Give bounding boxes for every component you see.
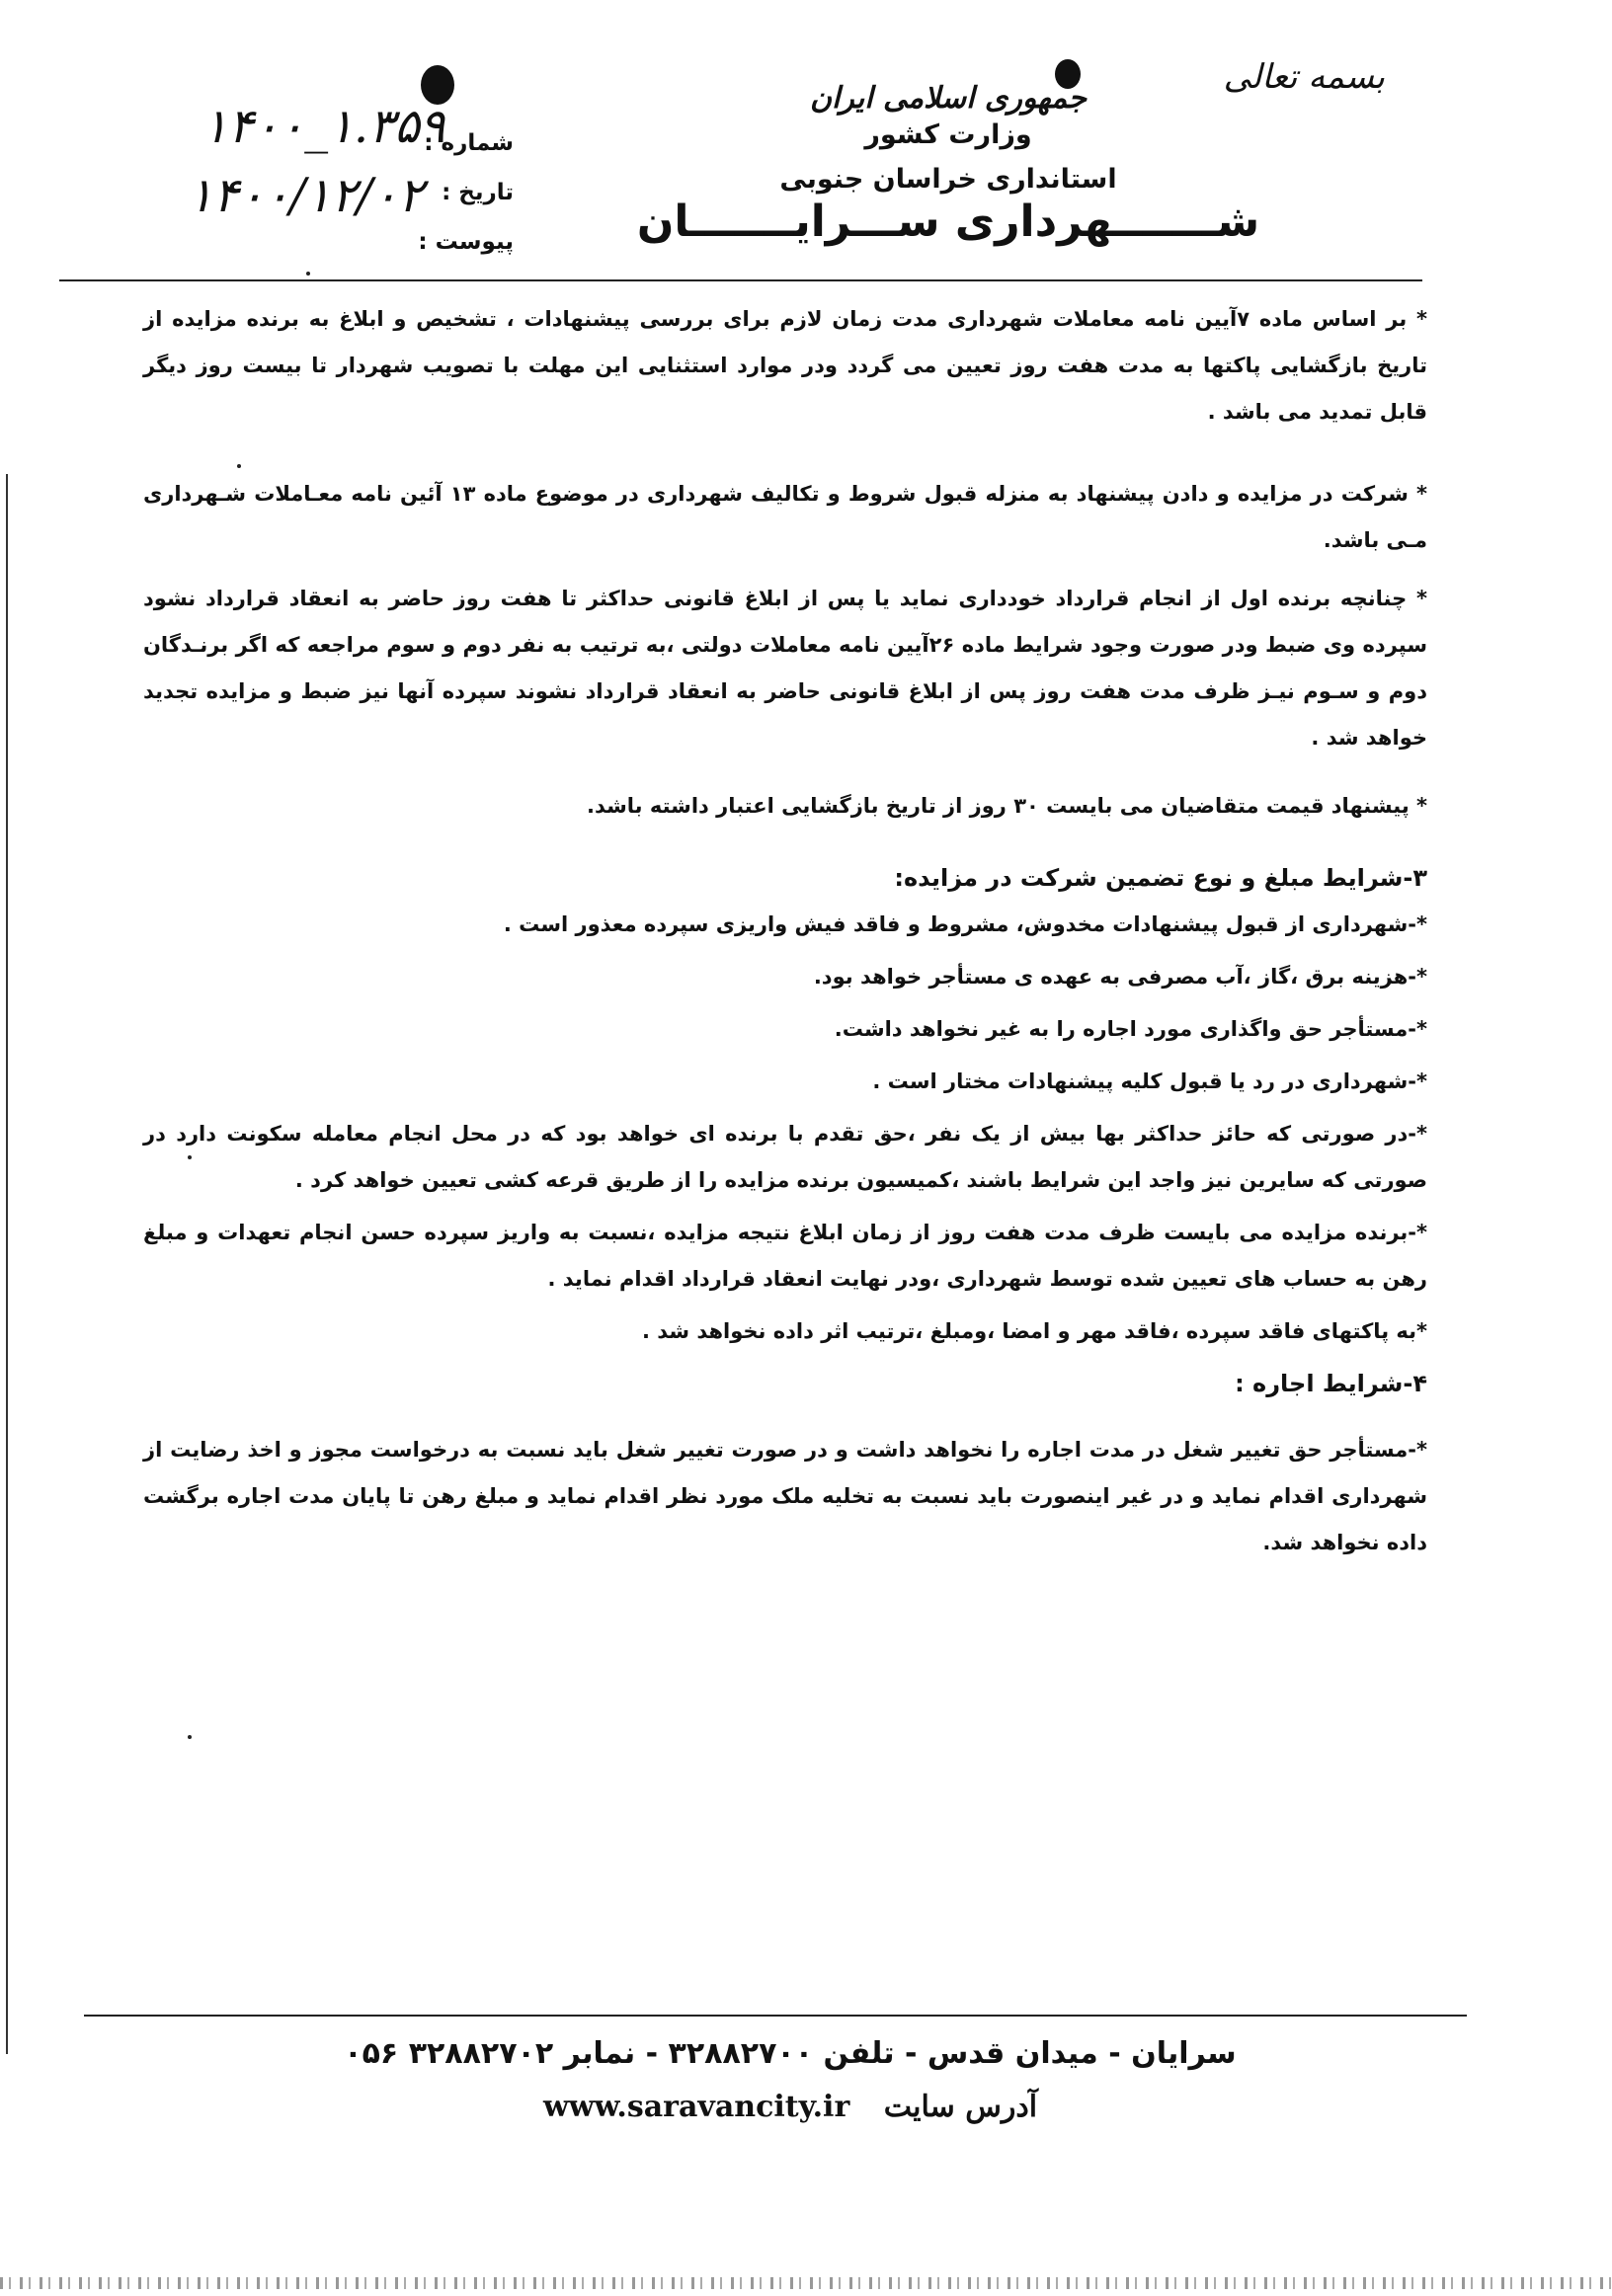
letter-footer	[296, 2029, 1284, 2130]
body-paragraph: * بر اساس ماده ۷آیین نامه معاملات شهرداری مدت زمان لازم برای بررسی پیشنهادات ، تشخیص و ابلاغ به برنده مزایده از تاریخ بازگشایی پاکتها به مدت هفت روز تعیین می گردد ودر موارد استثنایی این مهلت با تصویب شهردار تا بیست روز دیگر قابل تمدید می باشد .	[143, 307, 1427, 424]
scan-edge-line	[6, 474, 8, 2054]
scan-speck	[306, 272, 310, 276]
section-3-item: *-در صورتی که حائز حداکثر بها بیش از یک نفر ،حق تقدم با برنده ای خواهد بود که در محل انجام معامله سکونت دارد در صورتی که سایرین نیز واجد این شرایط باشند ،کمیسیون برنده مزایده را از طریق قرعه کشی تعیین خواهد کرد .	[143, 1122, 1427, 1192]
section-3-item: *-برنده مزایده می بایست ظرف مدت هفت روز از زمان ابلاغ نتیجه مزایده ،نسبت به واریز سپرده حسن انجام تعهدات و مبلغ رهن به حساب های تعیین شده توسط شهرداری ،ودر نهایت انعقاد قرارداد اقدام نماید .	[143, 1221, 1427, 1291]
attachment-label: پیوست :	[418, 229, 514, 255]
scan-speck	[188, 1155, 192, 1159]
scan-speck	[188, 1735, 192, 1739]
number-label: شماره :	[424, 130, 514, 156]
website-label: آدرس سایت	[883, 2090, 1038, 2124]
section-4-item: *-مستأجر حق تغییر شغل در مدت اجاره را نخواهد داشت و در صورت تغییر شغل باید نسبت به درخواست مجوز و اخذ رضایت از شهرداری اقدام نماید و در غیر اینصورت باید نسبت به تخلیه ملک مورد نظر اقدام نماید و مبلغ رهن تا پایان مدت اجاره برگشت داده نخواهد شد.	[143, 1438, 1427, 1554]
body-paragraph: * شرکت در مزایده و دادن پیشنهاد به منزله قبول شروط و تکالیف شهرداری در موضوع ماده ۱۳ آئین نامه معـاملات شـهرداری مـی باشد.	[143, 482, 1427, 552]
section-3-item: *-هزینه برق ،گاز ،آب مصرفی به عهده ی مستأجر خواهد بود.	[813, 965, 1427, 989]
section-3-title: ۳-شرایط مبلغ و نوع تضمین شرکت در مزایده:	[894, 864, 1427, 892]
footer-website	[296, 2085, 1284, 2130]
website-url: www.saravancity.ir	[542, 2090, 850, 2124]
date-label: تاریخ :	[442, 180, 514, 205]
section-3-item: *-شهرداری از قبول پیشنهادات مخدوش، مشروط و فاقد فیش واریزی سپرده معذور است .	[503, 912, 1427, 936]
body-paragraph: * چنانچه برنده اول از انجام قرارداد خودداری نماید یا پس از ابلاغ قانونی حداکثر تا هفت روز حاضر به انعقاد قرارداد نشود سپرده وی ضبط ودر صورت وجود شرایط ماده ۲۶آیین نامه معاملات دولتی ،به ترتیب به نفر دوم و سوم مراجعه که اگر برنـدگان دوم و سـوم نیـز ظرف مدت هفت روز پس از ابلاغ قانونی حاضر به انعقاد قرارداد نشوند سپرده آنها نیز ضبط و مزایده تجدید خواهد شد .	[143, 587, 1427, 750]
scan-bottom-edge	[0, 2277, 1612, 2289]
section-3-item: *-شهرداری در رد یا قبول کلیه پیشنهادات مختار است .	[872, 1069, 1427, 1093]
scan-speck	[237, 464, 241, 468]
letterhead-province: استانداری خراسان جنوبی	[779, 164, 1117, 195]
header-divider	[59, 279, 1422, 281]
letterhead	[632, 69, 1264, 247]
bismillah-heading: بسمه تعالی	[1223, 57, 1385, 97]
section-3-item: *به پاکتهای فاقد سپرده ،فاقد مهر و امضا ،ومبلغ ،ترتیب اثر داده نخواهد شد .	[641, 1319, 1427, 1343]
letterhead-municipality: شـــــــهرداری ســـرایـــــــان	[636, 197, 1260, 247]
section-3-item: *-مستأجر حق واگذاری مورد اجاره را به غیر نخواهد داشت.	[834, 1017, 1427, 1041]
body-paragraph: * پیشنهاد قیمت متقاضیان می بایست ۳۰ روز از تاریخ بازگشایی اعتبار داشته باشد.	[587, 794, 1427, 818]
handwritten-letter-number: ۱۴۰۰_۱.۳۵۹	[202, 99, 445, 154]
footer-divider	[84, 2015, 1467, 2017]
section-4-title: ۴-شرایط اجاره :	[1235, 1370, 1427, 1397]
handwritten-letter-date: ۱۴۰۰/۱۲/۰۲	[188, 168, 424, 223]
footer-address: سرایان - میدان قدس - تلفن ۳۲۸۸۲۷۰۰ - نمابر ۳۲۸۸۲۷۰۲ ۰۵۶	[344, 2036, 1237, 2071]
letterhead-ministry: وزارت کشور	[864, 119, 1032, 150]
letter-body	[143, 296, 1427, 1566]
letterhead-country: جمهوری اسلامی ایران	[809, 81, 1088, 116]
